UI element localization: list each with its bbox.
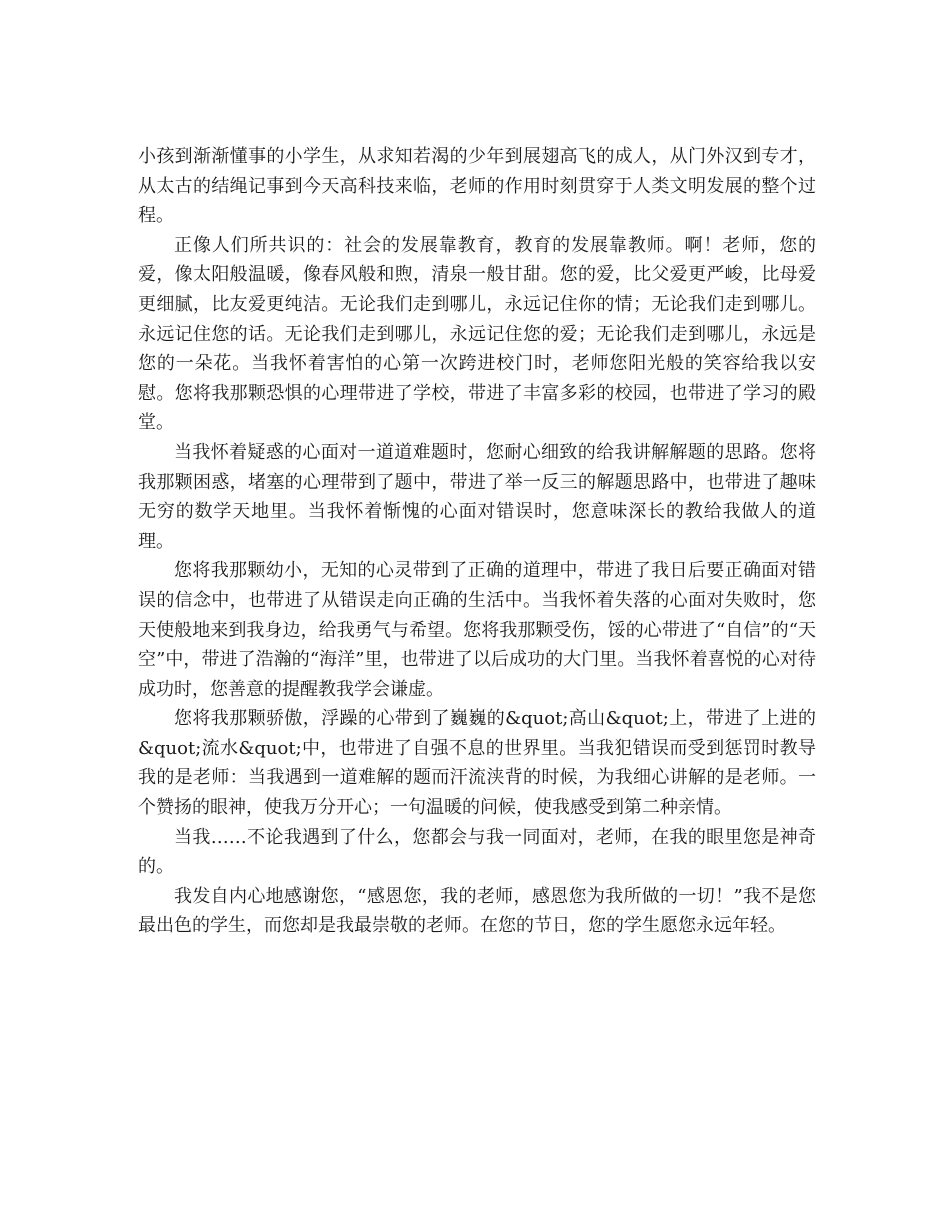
paragraph-1: 小孩到渐渐懂事的小学生，从求知若渴的少年到展翅高飞的成人，从门外汉到专才，从太古的结绳记事到今天高科技来临，老师的作用时刻贯穿于人类文明发展的整个过程。 xyxy=(138,146,816,227)
paragraph-7: 我发自内心地感谢您，“感恩您，我的老师，感恩您为我所做的一切！”我不是您最出色的学生，而您却是我最崇敬的老师。在您的节日，您的学生愿您永远年轻。 xyxy=(138,885,816,937)
paragraph-4: 您将我那颗幼小，无知的心灵带到了正确的道理中，带进了我日后要正确面对错误的信念中，也带进了从错误走向正确的生活中。当我怀着失落的心面对失败时，您天使般地来到我身边，给我勇气与希望。您将我那颗受伤，馁的心带进了“自信”的“天空”中，带进了浩瀚的“海洋”里，也带进了以后成功的大门里。当我怀着喜悦的心对待成功时，您善意的提醒教我学会谦虚。 xyxy=(138,560,816,700)
paragraph-5: 您将我那颗骄傲，浮躁的心带到了巍巍的&quot;高山&quot;上，带进了上进的&quot;流水&quot;中，也带进了自强不息的世界里。当我犯错误而受到惩罚时教导我的是老师：当我遇到一道难解的题而汗流浃背的时候，为我细心讲解的是老师。一个赞扬的眼神，使我万分开心；一句温暖的问候，使我感受到第二种亲情。 xyxy=(138,708,816,819)
paragraph-3: 当我怀着疑惑的心面对一道道难题时，您耐心细致的给我讲解解题的思路。您将我那颗困惑，堵塞的心理带到了题中，带进了举一反三的解题思路中，也带进了趣味无穷的数学天地里。当我怀着惭愧的心面对错误时，您意味深长的教给我做人的道理。 xyxy=(138,441,816,552)
paragraph-6: 当我……不论我遇到了什么，您都会与我一同面对，老师，在我的眼里您是神奇的。 xyxy=(138,826,816,878)
paragraph-2: 正像人们所共识的：社会的发展靠教育，教育的发展靠教师。啊！老师，您的爱，像太阳般温暖，像春风般和煦，清泉一般甘甜。您的爱，比父爱更严峻，比母爱更细腻，比友爱更纯洁。无论我们走到哪儿，永远记住你的情；无论我们走到哪儿。永远记住您的话。无论我们走到哪儿，永远记住您的爱；无论我们走到哪儿，永远是您的一朵花。当我怀着害怕的心第一次跨进校门时，老师您阳光般的笑容给我以安慰。您将我那颗恐惧的心理带进了学校，带进了丰富多彩的校园，也带进了学习的殿堂。 xyxy=(138,234,816,434)
document-body xyxy=(138,142,816,941)
